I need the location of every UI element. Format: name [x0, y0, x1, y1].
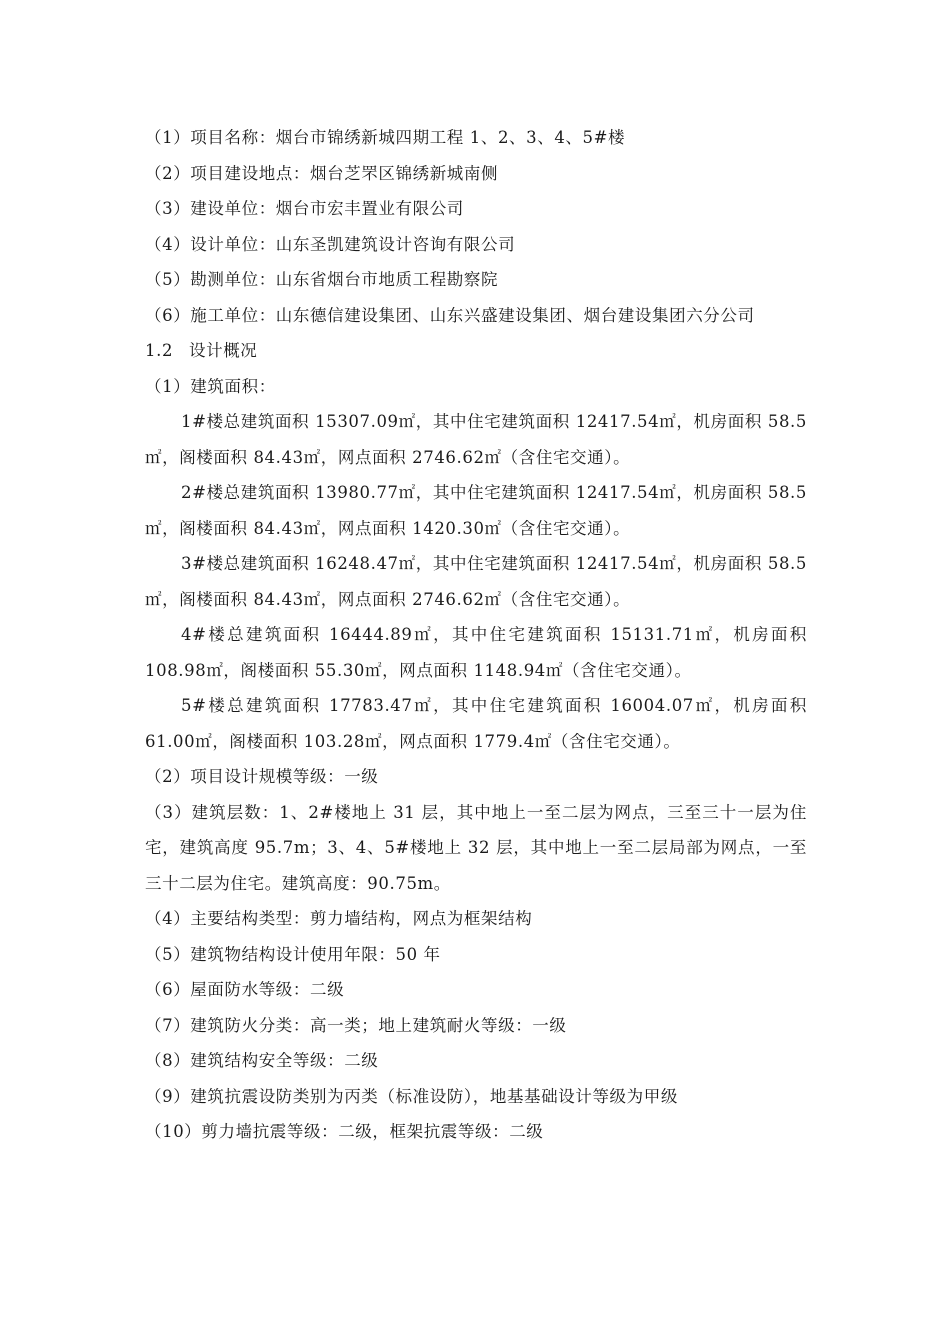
project-surveyor: （5）勘测单位：山东省烟台市地质工程勘察院 — [145, 270, 499, 289]
building-5-area: 5#楼总建筑面积 17783.47㎡，其中住宅建筑面积 16004.07㎡，机房面积 61.00㎡，阁楼面积 103.28㎡，网点面积 1779.4㎡（含住宅交通）。 — [145, 696, 807, 751]
design-scale-grade: （2）项目设计规模等级：一级 — [145, 767, 379, 786]
building-3-area: 3#楼总建筑面积 16248.47㎡，其中住宅建筑面积 12417.54㎡，机房面积 58.5㎡，阁楼面积 84.43㎡，网点面积 2746.62㎡（含住宅交通）。 — [145, 554, 807, 609]
design-seismic-category: （9）建筑抗震设防类别为丙类（标准设防），地基基础设计等级为甲级 — [145, 1086, 678, 1106]
section-number: 1.2 — [145, 341, 174, 360]
design-service-life: （5）建筑物结构设计使用年限：50 年 — [145, 944, 441, 964]
area-label: （1）建筑面积： — [145, 376, 276, 396]
design-structure-type: （4）主要结构类型：剪力墙结构，网点为框架结构 — [145, 909, 533, 928]
design-floors: （3）建筑层数：1、2#楼地上 31 层，其中地上一至二层为网点，三至三十一层为住宅，建筑高度 95.7m；3、4、5#楼地上 32 层，其中地上一至二层局部为网点，一至三十二层为住宅。建筑高度：90.75m。 — [145, 802, 807, 893]
section-title: 设计概况 — [189, 341, 258, 360]
project-designer: （4）设计单位：山东圣凯建筑设计咨询有限公司 — [145, 234, 516, 254]
building-4-area: 4#楼总建筑面积 16444.89㎡，其中住宅建筑面积 15131.71㎡，机房面积 108.98㎡，阁楼面积 55.30㎡，网点面积 1148.94㎡（含住宅交通）。 — [145, 625, 807, 680]
building-1-area: 1#楼总建筑面积 15307.09㎡，其中住宅建筑面积 12417.54㎡，机房面积 58.5㎡，阁楼面积 84.43㎡，网点面积 2746.62㎡（含住宅交通）。 — [145, 412, 807, 467]
design-fire-classification: （7）建筑防火分类：高一类；地上建筑耐火等级：一级 — [145, 1015, 567, 1035]
document-body — [145, 120, 807, 1150]
project-constructor: （6）施工单位：山东德信建设集团、山东兴盛建设集团、烟台建设集团六分公司 — [145, 305, 755, 325]
design-wall-seismic-grade: （10）剪力墙抗震等级：二级，框架抗震等级：二级 — [145, 1122, 544, 1141]
building-2-area: 2#楼总建筑面积 13980.77㎡，其中住宅建筑面积 12417.54㎡，机房面积 58.5㎡，阁楼面积 84.43㎡，网点面积 1420.30㎡（含住宅交通）。 — [145, 483, 807, 538]
project-location: （2）项目建设地点：烟台芝罘区锦绣新城南侧 — [145, 163, 499, 183]
project-name: （1）项目名称：烟台市锦绣新城四期工程 1、2、3、4、5#楼 — [145, 128, 626, 147]
design-safety-grade: （8）建筑结构安全等级：二级 — [145, 1051, 379, 1070]
design-roof-waterproof: （6）屋面防水等级：二级 — [145, 980, 345, 999]
project-builder: （3）建设单位：烟台市宏丰置业有限公司 — [145, 199, 464, 218]
section-heading — [145, 333, 807, 369]
